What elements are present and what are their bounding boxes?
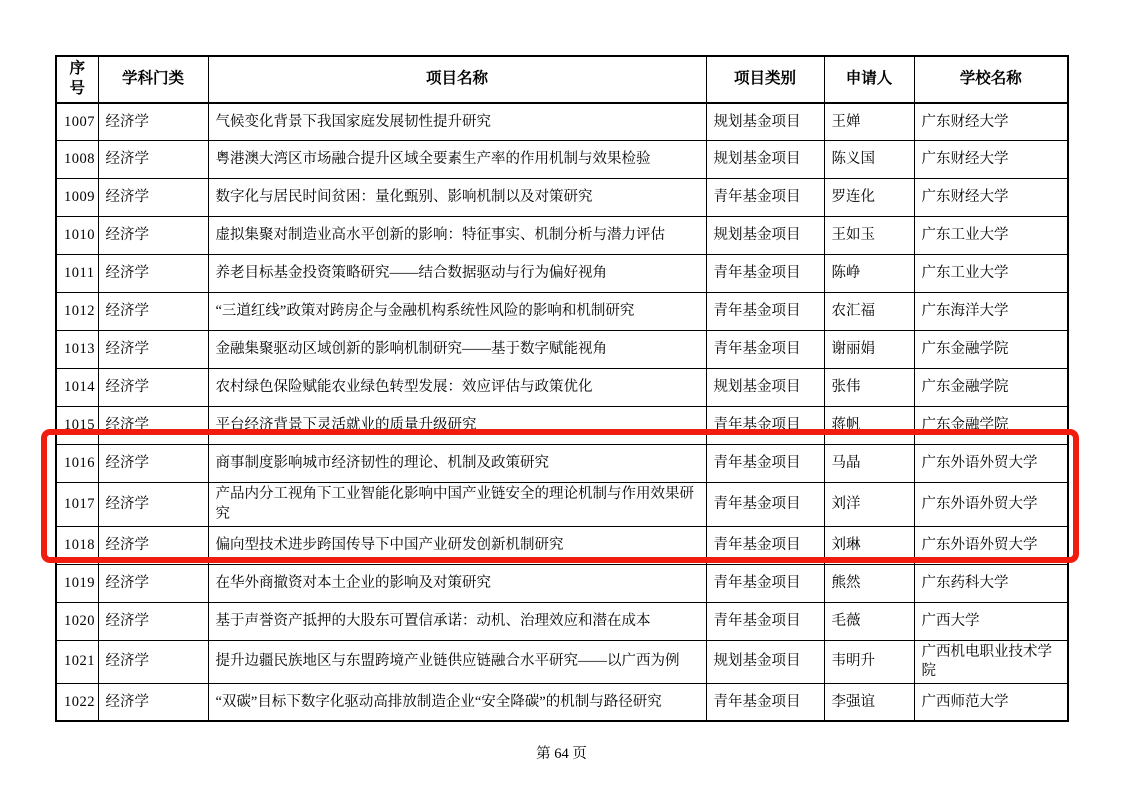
cell-category: 经济学 [98, 683, 208, 721]
cell-applicant: 李强谊 [824, 683, 914, 721]
cell-type: 青年基金项目 [706, 526, 824, 564]
cell-category: 经济学 [98, 255, 208, 293]
table-row [56, 640, 1068, 683]
cell-school: 广西大学 [914, 602, 1068, 640]
project-table-body [56, 103, 1068, 722]
cell-category: 经济学 [98, 217, 208, 255]
cell-applicant: 刘琳 [824, 526, 914, 564]
table-row [56, 331, 1068, 369]
project-list-table [55, 55, 1069, 722]
cell-school: 广东外语外贸大学 [914, 483, 1068, 526]
cell-title: 数字化与居民时间贫困：量化甄别、影响机制以及对策研究 [208, 179, 706, 217]
cell-title: 提升边疆民族地区与东盟跨境产业链供应链融合水平研究——以广西为例 [208, 640, 706, 683]
header-category: 学科门类 [98, 56, 208, 103]
cell-no: 1013 [56, 331, 98, 369]
cell-title: “双碳”目标下数字化驱动高排放制造企业“安全降碳”的机制与路径研究 [208, 683, 706, 721]
cell-title: 金融集聚驱动区域创新的影响机制研究——基于数字赋能视角 [208, 331, 706, 369]
cell-applicant: 蒋帆 [824, 407, 914, 445]
cell-school: 广东外语外贸大学 [914, 526, 1068, 564]
cell-type: 规划基金项目 [706, 640, 824, 683]
cell-category: 经济学 [98, 331, 208, 369]
cell-no: 1019 [56, 564, 98, 602]
table-row [56, 445, 1068, 483]
cell-school: 广东财经大学 [914, 179, 1068, 217]
cell-type: 青年基金项目 [706, 602, 824, 640]
cell-category: 经济学 [98, 640, 208, 683]
table-row [56, 255, 1068, 293]
cell-type: 青年基金项目 [706, 255, 824, 293]
table-row [56, 369, 1068, 407]
cell-category: 经济学 [98, 526, 208, 564]
cell-type: 青年基金项目 [706, 483, 824, 526]
cell-title: 在华外商撤资对本土企业的影响及对策研究 [208, 564, 706, 602]
cell-no: 1018 [56, 526, 98, 564]
cell-school: 广东外语外贸大学 [914, 445, 1068, 483]
cell-applicant: 刘洋 [824, 483, 914, 526]
cell-school: 广西师范大学 [914, 683, 1068, 721]
cell-school: 广东工业大学 [914, 217, 1068, 255]
cell-school: 广东金融学院 [914, 407, 1068, 445]
table-row [56, 293, 1068, 331]
cell-school: 广东财经大学 [914, 141, 1068, 179]
cell-type: 规划基金项目 [706, 141, 824, 179]
cell-no: 1016 [56, 445, 98, 483]
cell-type: 青年基金项目 [706, 683, 824, 721]
table-row [56, 683, 1068, 721]
cell-applicant: 王如玉 [824, 217, 914, 255]
cell-applicant: 农汇福 [824, 293, 914, 331]
cell-applicant: 王婵 [824, 103, 914, 141]
table-row [56, 141, 1068, 179]
header-title: 项目名称 [208, 56, 706, 103]
cell-category: 经济学 [98, 103, 208, 141]
cell-school: 广东金融学院 [914, 369, 1068, 407]
cell-type: 规划基金项目 [706, 217, 824, 255]
cell-title: “三道红线”政策对跨房企与金融机构系统性风险的影响和机制研究 [208, 293, 706, 331]
cell-applicant: 熊然 [824, 564, 914, 602]
cell-type: 青年基金项目 [706, 564, 824, 602]
cell-category: 经济学 [98, 293, 208, 331]
cell-type: 规划基金项目 [706, 369, 824, 407]
cell-no: 1015 [56, 407, 98, 445]
cell-applicant: 陈义国 [824, 141, 914, 179]
table-row [56, 407, 1068, 445]
cell-no: 1007 [56, 103, 98, 141]
page-number: 第 64 页 [536, 746, 587, 762]
cell-category: 经济学 [98, 141, 208, 179]
cell-type: 青年基金项目 [706, 445, 824, 483]
cell-type: 规划基金项目 [706, 103, 824, 141]
cell-no: 1014 [56, 369, 98, 407]
cell-school: 广东金融学院 [914, 331, 1068, 369]
cell-category: 经济学 [98, 483, 208, 526]
cell-no: 1011 [56, 255, 98, 293]
cell-category: 经济学 [98, 407, 208, 445]
cell-applicant: 罗连化 [824, 179, 914, 217]
cell-category: 经济学 [98, 445, 208, 483]
table-row [56, 179, 1068, 217]
cell-type: 青年基金项目 [706, 407, 824, 445]
cell-no: 1010 [56, 217, 98, 255]
cell-applicant: 谢丽娟 [824, 331, 914, 369]
cell-type: 青年基金项目 [706, 293, 824, 331]
header-row [56, 56, 1068, 103]
cell-title: 平台经济背景下灵活就业的质量升级研究 [208, 407, 706, 445]
header-applicant: 申请人 [824, 56, 914, 103]
cell-title: 商事制度影响城市经济韧性的理论、机制及政策研究 [208, 445, 706, 483]
cell-no: 1020 [56, 602, 98, 640]
cell-title: 气候变化背景下我国家庭发展韧性提升研究 [208, 103, 706, 141]
cell-no: 1009 [56, 179, 98, 217]
cell-applicant: 张伟 [824, 369, 914, 407]
table-row [56, 526, 1068, 564]
cell-title: 虚拟集聚对制造业高水平创新的影响：特征事实、机制分析与潜力评估 [208, 217, 706, 255]
header-type: 项目类别 [706, 56, 824, 103]
cell-no: 1008 [56, 141, 98, 179]
cell-type: 青年基金项目 [706, 179, 824, 217]
table-row [56, 564, 1068, 602]
cell-title: 偏向型技术进步跨国传导下中国产业研发创新机制研究 [208, 526, 706, 564]
table-row [56, 602, 1068, 640]
cell-no: 1017 [56, 483, 98, 526]
cell-applicant: 马晶 [824, 445, 914, 483]
cell-title: 农村绿色保险赋能农业绿色转型发展：效应评估与政策优化 [208, 369, 706, 407]
cell-title: 养老目标基金投资策略研究——结合数据驱动与行为偏好视角 [208, 255, 706, 293]
cell-no: 1022 [56, 683, 98, 721]
cell-school: 广东药科大学 [914, 564, 1068, 602]
cell-school: 广西机电职业技术学院 [914, 640, 1068, 683]
header-school: 学校名称 [914, 56, 1068, 103]
cell-title: 粤港澳大湾区市场融合提升区域全要素生产率的作用机制与效果检验 [208, 141, 706, 179]
cell-title: 基于声誉资产抵押的大股东可置信承诺：动机、治理效应和潜在成本 [208, 602, 706, 640]
cell-category: 经济学 [98, 369, 208, 407]
cell-applicant: 陈峥 [824, 255, 914, 293]
table-row [56, 217, 1068, 255]
cell-category: 经济学 [98, 602, 208, 640]
cell-title: 产品内分工视角下工业智能化影响中国产业链安全的理论机制与作用效果研究 [208, 483, 706, 526]
cell-no: 1021 [56, 640, 98, 683]
header-no: 序号 [56, 56, 98, 103]
cell-school: 广东海洋大学 [914, 293, 1068, 331]
cell-applicant: 毛薇 [824, 602, 914, 640]
table-header [56, 56, 1068, 103]
cell-school: 广东财经大学 [914, 103, 1068, 141]
table-row [56, 103, 1068, 141]
cell-no: 1012 [56, 293, 98, 331]
cell-type: 青年基金项目 [706, 331, 824, 369]
table-row [56, 483, 1068, 526]
cell-applicant: 韦明升 [824, 640, 914, 683]
cell-category: 经济学 [98, 564, 208, 602]
cell-school: 广东工业大学 [914, 255, 1068, 293]
cell-category: 经济学 [98, 179, 208, 217]
